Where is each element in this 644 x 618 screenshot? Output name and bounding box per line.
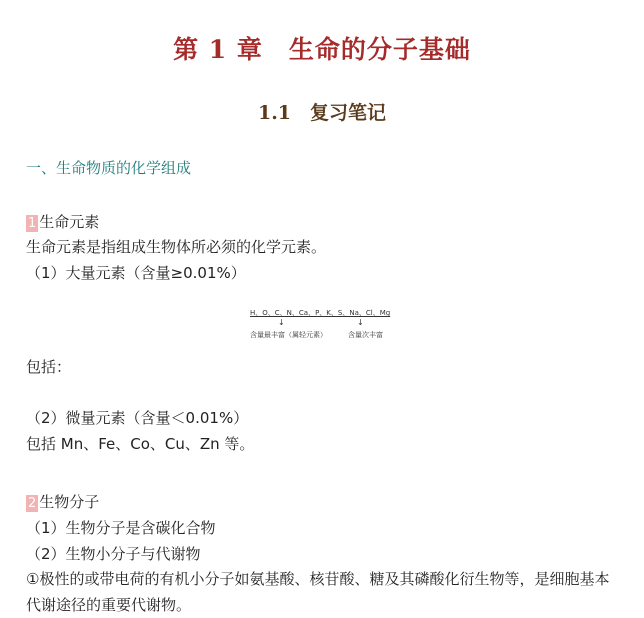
part2-number-badge: 2: [28, 496, 37, 511]
part1-heading: [26, 211, 99, 232]
part2-title: 生物分子: [39, 493, 100, 511]
figure-arrow-left: ↓: [278, 318, 285, 327]
biomolecule-item-1: （1）生物分子是含碳化合物: [26, 519, 216, 537]
life-elements-definition: 生命元素是指组成生物体所必须的化学元素。: [26, 238, 327, 256]
biomolecule-item-2: （2）生物小分子与代谢物: [26, 545, 201, 563]
heading-chemical-composition: 一、生命物质的化学组成: [26, 159, 192, 177]
part1-title: 生命元素: [39, 213, 100, 231]
trace-elements-list: 包括 Mn、Fe、Co、Cu、Zn 等。: [26, 435, 255, 453]
figure-element-list: H、O、C、N、Ca、P、K、S、Na、Cl、Mg: [250, 309, 391, 317]
part1-number-badge: 1: [28, 216, 37, 231]
part2-heading: [26, 491, 99, 512]
metabolite-paragraph: ①极性的或带电荷的有机小分子如氨基酸、核苷酸、糖及其磷酸化衍生物等，是细胞基本代谢途径的重要代谢物。: [26, 570, 610, 614]
figure-arrow-right: ↓: [357, 318, 364, 327]
figure-label-most-abundant: 含量最丰富（属轻元素）: [250, 331, 327, 339]
includes-label: 包括：: [26, 358, 72, 376]
section-title: 1.1 复习笔记: [257, 102, 387, 124]
chapter-title: 第 1 章 生命的分子基础: [173, 35, 471, 64]
elements-figure: [250, 308, 410, 344]
major-elements-label: （1）大量元素（含量≥0.01%）: [26, 264, 246, 282]
figure-label-second-abundant: 含量次丰富: [348, 331, 383, 339]
trace-elements-label: （2）微量元素（含量＜0.01%）: [26, 409, 249, 427]
